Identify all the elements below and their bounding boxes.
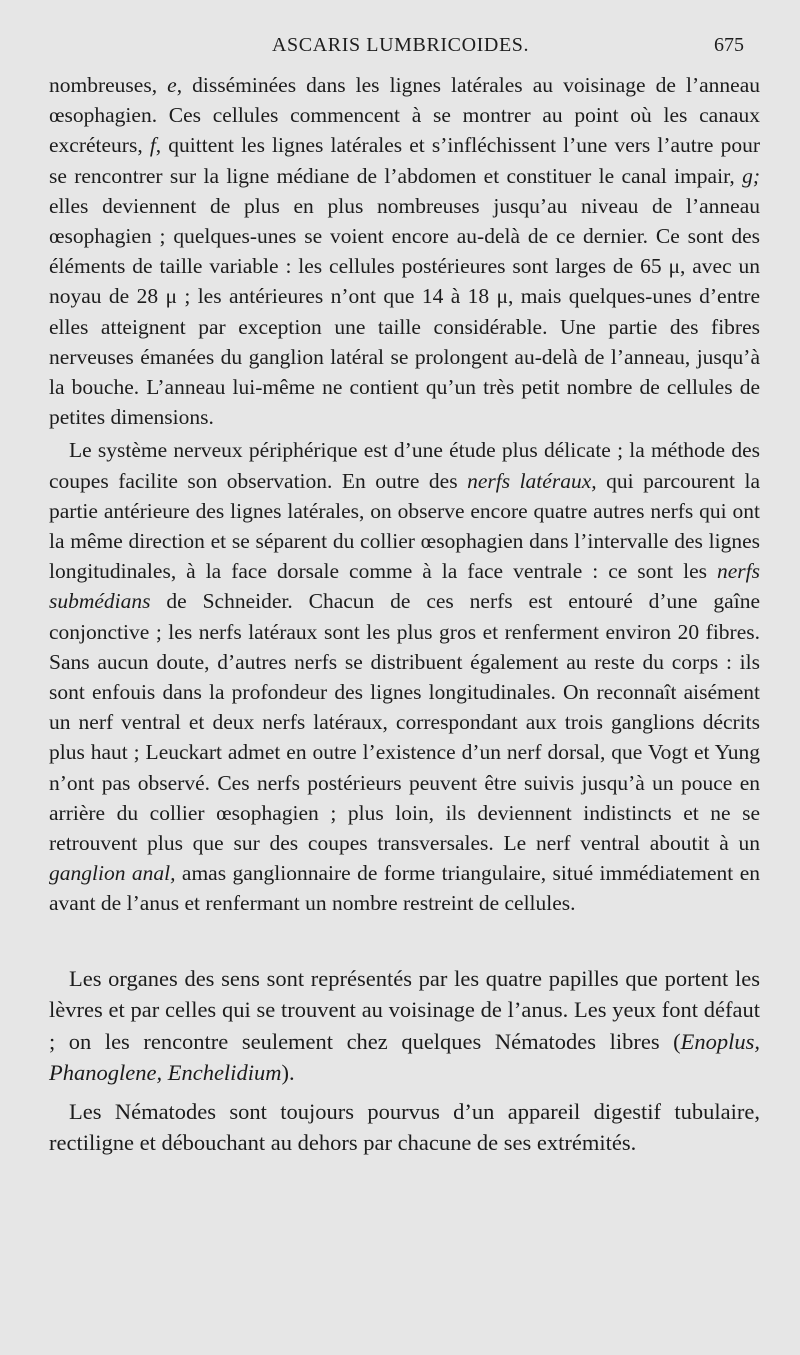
italic-genera: Enoplus, Phanoglene, Enchelidium xyxy=(49,1028,760,1086)
text-run: nombreuses, xyxy=(49,73,168,97)
text-run: amas ganglionnaire de forme triangulaire, situé immédiatement en avant de l’anus et renfermant un nombre restreint de cellules. xyxy=(49,861,760,916)
paragraph-4 xyxy=(49,1096,760,1159)
italic-term: ganglion anal, xyxy=(49,861,176,886)
text-run: de Schneider. Chacun de ces nerfs est entouré d’une gaîne conjonctive ; les nerfs latéraux sont les plus gros et renferment environ 20 fibres. Sans aucun doute, d’autres nerfs se distribuent également au reste du corps : ils sont enfouis dans la profondeur des lignes longitudinales. On reconnaît aisément un nerf ventral et deux nerfs latéraux, correspondant aux trois ganglions décrits plus haut ; Leuckart admet en outre l’existence d’un nerf dorsal, que Vogt et Yung n’ont pas observé. Ces nerfs postérieurs peuvent être suivis jusqu’à un pouce en arrière du collier œsophagien ; plus loin, ils deviennent indistincts et ne se retrouvent plus que sur des coupes transversales. Le nerf ventral aboutit à un xyxy=(49,589,760,856)
section-gap xyxy=(49,919,760,963)
italic-term: nerfs submédians xyxy=(49,559,760,614)
text-run: Les organes des sens sont représentés par les quatre papilles que portent les lèvres et par celles qui se trouvent au voisinage de l’anus. Les yeux font défaut ; on les rencontre seulement chez quelques Nématodes libres ( xyxy=(49,965,760,1054)
text-run: , disséminées dans les lignes latérales au voisinage de l’anneau œsophagien. Ces cellules commencent à se montrer au point où les canaux excréteurs, xyxy=(49,73,761,158)
paragraph-3 xyxy=(49,963,760,1089)
text-run: elles deviennent de plus en plus nombreuses jusqu’au niveau de l’anneau œsophagien ; quelques-unes se voient encore au-delà de ce dernier. Ce sont des éléments de taille variable : les cellules postérieures sont larges de 65 μ, avec un noyau de 28 μ ; les antérieures n’ont que 14 à 18 μ, mais quelques-unes d’entre elles atteignent par exception une taille considérable. Une partie des fibres nerveuses émanées du ganglion latéral se prolongent au-delà de l’anneau, jusqu’à la bouche. L’anneau lui-même ne contient qu’un très petit nombre de cellules de petites dimensions. xyxy=(49,193,760,430)
paragraph-1 xyxy=(49,70,760,432)
text-run: Le système nerveux périphérique est d’une étude plus délicate ; la méthode des coupes facilite son observation. En outre des xyxy=(49,438,760,493)
text-run: , quittent les lignes latérales et s’infléchissent l’une vers l’autre pour se rencontrer sur la ligne médiane de l’abdomen et constituer le canal impair, xyxy=(49,133,760,188)
paragraph-2 xyxy=(49,435,760,918)
text-run: Les Nématodes sont toujours pourvus d’un appareil digestif tubulaire, rectiligne et débouchant au dehors par chacune de ses extrémités. xyxy=(49,1098,760,1156)
page-header xyxy=(0,34,800,60)
label-f: f xyxy=(149,133,156,158)
label-e: e xyxy=(167,73,177,97)
page-number: 675 xyxy=(714,34,744,56)
body-text xyxy=(49,70,760,1159)
running-title: ASCARIS LUMBRICOIDES. xyxy=(272,34,530,56)
italic-term: nerfs latéraux, xyxy=(467,468,597,493)
text-run: ). xyxy=(281,1060,295,1086)
label-g: g; xyxy=(742,163,760,188)
text-run: qui parcourent la partie antérieure des lignes latérales, on observe encore quatre autres nerfs qui ont la même direction et se séparent du collier œsophagien dans l’intervalle des lignes longitudinales, à la face dorsale comme à la face ventrale : ce sont les xyxy=(49,468,760,584)
